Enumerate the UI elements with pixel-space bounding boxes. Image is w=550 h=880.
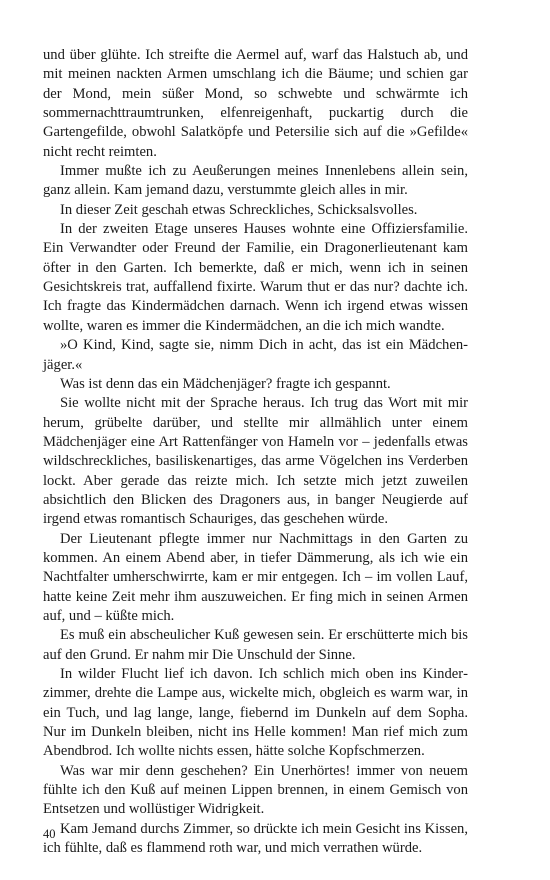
paragraph: »O Kind, Kind, sagte sie, nimm Dich in acht, das ist ein Mädchenjäger.« — [43, 337, 468, 373]
paragraph: und über glühte. Ich streifte die Aermel auf, warf das Halstuch ab, und mit meinen nackten Armen umschlang ich die Bäume; und schien gar der Mond, mein süßer Mond, so schwebte und schwärmte ich sommernachttraumtrunken, elfenreigenhaft, puckartig durch die Gartengefilde, obwohl Salatköpfe und Petersilie sich auf die »Gefilde« nicht recht reimten. — [43, 47, 468, 160]
book-page-text — [43, 46, 468, 858]
paragraph: Was war mir denn geschehen? Ein Unerhörtes! immer von neuem fühlte ich den Kuß auf meinen Lippen brennen, in einem Gemisch von Entsetzen und wollüstiger Widrigkeit. — [43, 762, 468, 818]
paragraph: In wilder Flucht lief ich davon. Ich schlich mich oben ins Kinderzimmer, drehte die Lampe aus, wickelte mich, obgleich es warm war, in ein Tuch, und lag lange, lange, fiebernd im Dunkeln auf dem Sopha. Nur im Dunkeln bleiben, nicht ins Helle kommen! Man rief mich zum Abendbrod. Ich wollte nichts essen, hätte solche Kopfschmerzen. — [43, 666, 468, 760]
paragraph: Es muß ein abscheulicher Kuß gewesen sein. Er erschütterte mich bis auf den Grund. Er nahm mir Die Unschuld der Sinne. — [43, 627, 468, 663]
paragraph: In der zweiten Etage unseres Hauses wohnte eine Offiziersfamilie. Ein Verwandter oder Freund der Familie, ein Dragonerlieutenant kam öfter in den Garten. Ich bemerkte, daß er mich, wenn ich in seinen Gesichtskreis trat, auffallend fixirte. Warum thut er das nur? dachte ich. Ich fragte das Kindermädchen darnach. Wenn ich irgend etwas wissen wollte, waren es immer die Kindermädchen, an die ich mich wandte. — [43, 221, 468, 334]
paragraph: Sie wollte nicht mit der Sprache heraus. Ich trug das Wort mit mir herum, grübelte darüber, und stellte mir allmählich unter einem Mädchenjäger eine Art Rattenfänger von Hameln vor – jedenfalls etwas wildschreckliches, basiliskenartiges, das arme Vögelchen ins Verderben lockt. Aber gerade das reizte mich. Ich setzte mich jetzt zuweilen absichtlich den Blicken des Dragoners aus, in banger Neugierde auf irgend etwas romantisch Schauriges, das geschehen würde. — [43, 395, 468, 528]
paragraph: Kam Jemand durchs Zimmer, so drückte ich mein Gesicht ins Kissen, ich fühlte, daß es flammend roth war, und mich verrathen würde. — [43, 820, 468, 857]
paragraph: Immer mußte ich zu Aeußerungen meines Innenlebens allein sein, ganz allein. Kam jemand dazu, verstummte gleich alles in mir. — [43, 163, 468, 199]
paragraph: Was ist denn das ein Mädchenjäger? fragte ich gespannt. — [60, 375, 391, 392]
paragraph: In dieser Zeit geschah etwas Schreckliches, Schicksalsvolles. — [60, 201, 418, 218]
paragraph: Der Lieutenant pflegte immer nur Nachmittags in den Garten zu kommen. An einem Abend aber, in tiefer Dämmerung, als ich wie ein Nachtfalter umherschwirrte, kam er mir entgegen. Ich – im vollen Lauf, hatte keine Zeit mehr ihm auszuweichen. Er fing mich in seinen Armen auf, und – küßte mich. — [43, 530, 468, 624]
page-number: 40 — [43, 827, 56, 841]
